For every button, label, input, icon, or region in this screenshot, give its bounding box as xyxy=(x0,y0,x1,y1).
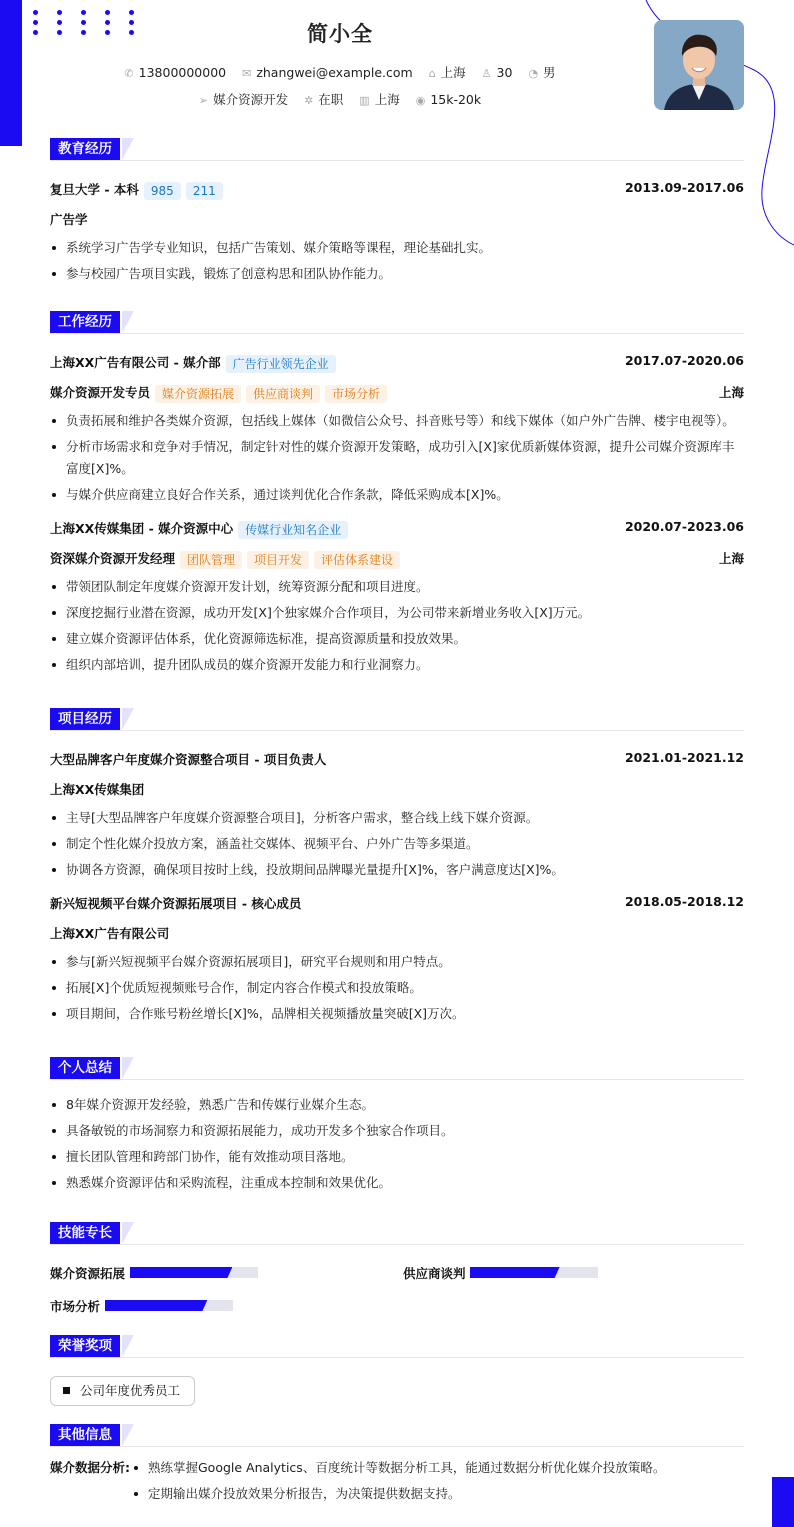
skill-bar-fill xyxy=(105,1300,207,1311)
skill-tag: 媒介资源拓展 xyxy=(155,385,241,403)
building-icon: ▥ xyxy=(359,94,370,107)
gender-item: ◔ 男 xyxy=(528,65,556,80)
project-org-row xyxy=(50,919,744,945)
major-row xyxy=(50,205,744,231)
age-icon: ♙ xyxy=(481,67,492,80)
list-item: 参与[新兴短视频平台媒介资源拓展项目]，研究平台规则和用户特点。 xyxy=(50,951,744,973)
company-tag: 传媒行业知名企业 xyxy=(238,521,348,539)
position-name: 媒介资源开发专员 xyxy=(50,385,151,400)
company-tag: 广告行业领先企业 xyxy=(226,355,336,373)
list-item: 8年媒介资源开发经验，熟悉广告和传媒行业媒介生态。 xyxy=(50,1094,744,1116)
target-job-item: ➢ 媒介资源开发 xyxy=(198,92,289,107)
profile-photo xyxy=(654,20,744,110)
section-title: 个人总结 xyxy=(50,1057,120,1079)
section-title: 工作经历 xyxy=(50,311,120,333)
school-tag: 985 xyxy=(144,182,181,200)
skill-name: 市场分析 xyxy=(50,1299,101,1314)
job-position-row xyxy=(50,378,744,404)
honors-header xyxy=(50,1335,744,1358)
gender-icon: ◔ xyxy=(528,67,539,80)
job-company-row xyxy=(50,348,744,374)
summary-section xyxy=(50,1057,744,1198)
skills-header xyxy=(50,1222,744,1245)
education-header xyxy=(50,138,744,161)
list-item: 负责拓展和维护各类媒介资源，包括线上媒体（如微信公众号、抖音账号等）和线下媒体（如户外广告牌、楼宇电视等）。 xyxy=(50,410,744,432)
list-item: 拓展[X]个优质短视频账号合作，制定内容合作模式和投放策略。 xyxy=(50,977,744,999)
bottom-accent-square xyxy=(772,1477,794,1527)
list-item: 分析市场需求和竞争对手情况，制定针对性的媒介资源开发策略，成功引入[X]家优质新媒体资源，提升公司媒介资源库丰富度[X]%。 xyxy=(50,436,744,480)
summary-bullets xyxy=(50,1094,744,1194)
list-item: 系统学习广告学专业知识，包括广告策划、媒介策略等课程，理论基础扎实。 xyxy=(50,237,744,259)
skill-tag: 供应商谈判 xyxy=(246,385,320,403)
other-info-block xyxy=(50,1457,744,1505)
project-bullets xyxy=(50,951,744,1025)
section-title: 其他信息 xyxy=(50,1424,120,1446)
skill-bar-fill xyxy=(470,1267,560,1278)
list-item: 带领团队制定年度媒介资源开发计划，统筹资源分配和项目进度。 xyxy=(50,576,744,598)
project-row xyxy=(50,889,744,915)
section-title: 教育经历 xyxy=(50,138,120,160)
education-row xyxy=(50,175,744,201)
list-item: 组织内部培训，提升团队成员的媒介资源开发能力和行业洞察力。 xyxy=(50,654,744,676)
other-bullets xyxy=(132,1457,744,1505)
job-intent-row xyxy=(0,90,680,108)
list-item: 擅长团队管理和跨部门协作，能有效推动项目落地。 xyxy=(50,1146,744,1168)
position-name: 资深媒介资源开发经理 xyxy=(50,551,176,566)
section-title: 荣誉奖项 xyxy=(50,1335,120,1357)
status-icon: ✲ xyxy=(304,94,314,107)
project-org-row xyxy=(50,775,744,801)
avatar xyxy=(654,20,744,110)
skill-item xyxy=(403,1264,466,1282)
job-city: 上海 xyxy=(718,385,744,400)
work-section xyxy=(50,311,744,680)
age-item: ♙ 30 xyxy=(481,65,513,80)
list-item: 熟练掌握Google Analytics、百度统计等数据分析工具，能通过数据分析优化媒介投放策略。 xyxy=(132,1457,744,1479)
square-bullet-icon xyxy=(63,1387,70,1394)
job-date: 2017.07-2020.06 xyxy=(624,353,744,368)
skill-tag: 项目开发 xyxy=(247,551,309,569)
list-item: 建立媒介资源评估体系，优化资源筛选标准，提高资源质量和投放效果。 xyxy=(50,628,744,650)
school-tag: 211 xyxy=(186,182,223,200)
job-bullets xyxy=(50,410,744,506)
list-item: 熟悉媒介资源评估和采购流程，注重成本控制和效果优化。 xyxy=(50,1172,744,1194)
send-icon: ➢ xyxy=(198,94,209,107)
honors-section xyxy=(50,1335,744,1358)
phone-item: ✆ 13800000000 xyxy=(124,65,227,80)
list-item: 项目期间，合作账号粉丝增长[X]%，品牌相关视频播放量突破[X]万次。 xyxy=(50,1003,744,1025)
skill-bar xyxy=(470,1267,598,1278)
project-name: 新兴短视频平台媒介资源拓展项目 - 核心成员 xyxy=(50,896,302,911)
phone-icon: ✆ xyxy=(124,67,134,80)
company-name: 上海XX广告有限公司 - 媒介部 xyxy=(50,355,221,370)
projects-section xyxy=(50,708,744,1029)
job-position-row xyxy=(50,544,744,570)
list-item: 与媒介供应商建立良好合作关系，通过谈判优化合作条款，降低采购成本[X]%。 xyxy=(50,484,744,506)
summary-header xyxy=(50,1057,744,1080)
job-company-row xyxy=(50,514,744,540)
list-item: 主导[大型品牌客户年度媒介资源整合项目]，分析客户需求，整合线上线下媒介资源。 xyxy=(50,807,744,829)
education-bullets xyxy=(50,237,744,285)
dot xyxy=(33,10,38,15)
project-date: 2018.05-2018.12 xyxy=(624,894,744,909)
list-item: 参与校园广告项目实践，锻炼了创意构思和团队协作能力。 xyxy=(50,263,744,285)
email-item: ✉ zhangwei@example.com xyxy=(242,65,413,80)
home-icon: ⌂ xyxy=(428,67,436,80)
target-city-item: ▥ 上海 xyxy=(359,92,400,107)
list-item: 协调各方资源，确保项目按时上线，投放期间品牌曝光量提升[X]%，客户满意度达[X]%。 xyxy=(50,859,744,881)
school-name: 复旦大学 - 本科 xyxy=(50,182,139,197)
contact-info-row xyxy=(0,63,680,81)
skill-tag: 评估体系建设 xyxy=(314,551,400,569)
list-item: 深度挖掘行业潜在资源，成功开发[X]个独家媒介合作项目，为公司带来新增业务收入[X]万元。 xyxy=(50,602,744,624)
job-date: 2020.07-2023.06 xyxy=(624,519,744,534)
skill-bar-fill xyxy=(130,1267,232,1278)
honor-item: 公司年度优秀员工 xyxy=(50,1376,195,1406)
skill-bar xyxy=(130,1267,258,1278)
project-row xyxy=(50,745,744,771)
other-section xyxy=(50,1424,744,1509)
project-org: 上海XX广告有限公司 xyxy=(50,926,170,941)
section-title: 项目经历 xyxy=(50,708,120,730)
skills-section xyxy=(50,1222,744,1245)
other-info-label: 媒介数据分析: xyxy=(50,1460,130,1475)
skill-name: 供应商谈判 xyxy=(403,1266,466,1281)
salary-item: ◉ 15k-20k xyxy=(415,92,482,107)
list-item: 定期输出媒介投放效果分析报告，为决策提供数据支持。 xyxy=(132,1483,744,1505)
education-section xyxy=(50,138,744,289)
project-date: 2021.01-2021.12 xyxy=(624,750,744,765)
salary-icon: ◉ xyxy=(415,94,426,107)
skill-name: 媒介资源拓展 xyxy=(50,1266,126,1281)
other-header xyxy=(50,1424,744,1447)
dot xyxy=(105,10,110,15)
work-header xyxy=(50,311,744,334)
skill-item xyxy=(50,1264,125,1282)
skill-tag: 市场分析 xyxy=(325,385,387,403)
major: 广告学 xyxy=(50,212,88,227)
candidate-name: 简小全 xyxy=(307,22,373,46)
status-item: ✲ 在职 xyxy=(304,92,344,107)
projects-header xyxy=(50,708,744,731)
project-org: 上海XX传媒集团 xyxy=(50,782,145,797)
dot xyxy=(57,10,62,15)
mail-icon: ✉ xyxy=(242,67,252,80)
job-city: 上海 xyxy=(718,551,744,566)
list-item: 具备敏锐的市场洞察力和资源拓展能力，成功开发多个独家合作项目。 xyxy=(50,1120,744,1142)
skill-item xyxy=(50,1297,100,1315)
project-bullets xyxy=(50,807,744,881)
location-item: ⌂ 上海 xyxy=(428,65,466,80)
education-date: 2013.09-2017.06 xyxy=(624,180,744,195)
section-title: 技能专长 xyxy=(50,1222,120,1244)
company-name: 上海XX传媒集团 - 媒介资源中心 xyxy=(50,521,234,536)
dot xyxy=(129,10,134,15)
job-bullets xyxy=(50,576,744,676)
skill-tag: 团队管理 xyxy=(180,551,242,569)
skill-bar xyxy=(105,1300,233,1311)
dot xyxy=(81,10,86,15)
project-name: 大型品牌客户年度媒介资源整合项目 - 项目负责人 xyxy=(50,752,327,767)
list-item: 制定个性化媒介投放方案，涵盖社交媒体、视频平台、户外广告等多渠道。 xyxy=(50,833,744,855)
